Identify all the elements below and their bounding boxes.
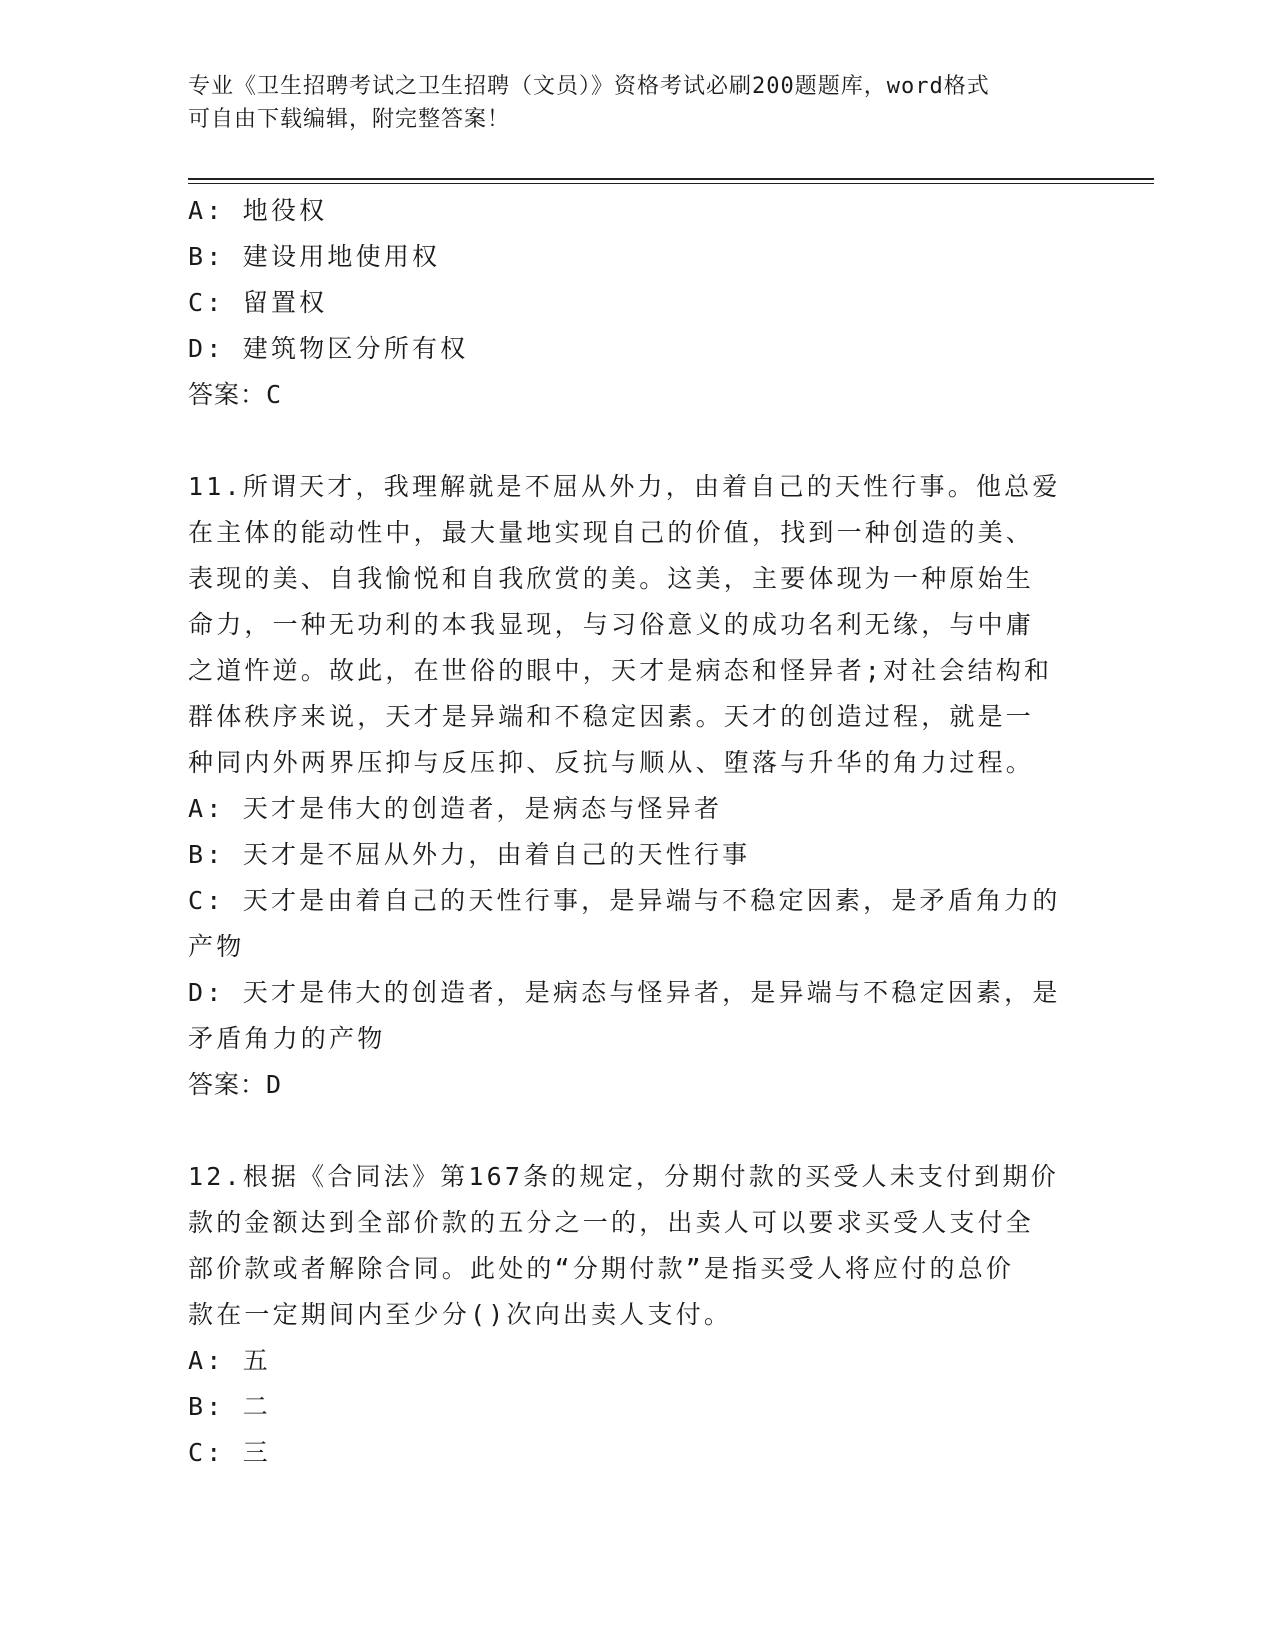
header-line-2: 可自由下载编辑，附完整答案！ bbox=[188, 107, 511, 132]
option-c: C: 留置权 bbox=[188, 288, 328, 317]
option-a: A: 天才是伟大的创造者，是病态与怪异者 bbox=[188, 794, 723, 823]
question-stem-line: 11.所谓天才，我理解就是不屈从外力，由着自己的天性行事。他总爱 bbox=[188, 472, 1061, 501]
question-stem-line: 表现的美、自我愉悦和自我欣赏的美。这美，主要体现为一种原始生 bbox=[188, 564, 1035, 593]
option-a: A: 地役权 bbox=[188, 196, 328, 225]
question-10 bbox=[188, 188, 1088, 418]
question-stem-line: 部价款或者解除合同。此处的“分期付款”是指买受人将应付的总价 bbox=[188, 1254, 1015, 1283]
question-stem-line: 款在一定期间内至少分()次向出卖人支付。 bbox=[188, 1300, 733, 1329]
option-a: A: 五 bbox=[188, 1346, 271, 1375]
question-stem-line: 12.根据《合同法》第167条的规定，分期付款的买受人未支付到期价 bbox=[188, 1162, 1059, 1191]
question-stem-line: 在主体的能动性中，最大量地实现自己的价值，找到一种创造的美、 bbox=[188, 518, 1035, 547]
spacer bbox=[188, 418, 1088, 464]
answer-label: 答案：C bbox=[188, 380, 283, 409]
option-c: C: 天才是由着自己的天性行事，是异端与不稳定因素，是矛盾角力的 bbox=[188, 886, 1061, 915]
question-11 bbox=[188, 464, 1088, 1108]
header-line-1: 专业《卫生招聘考试之卫生招聘（文员）》资格考试必刷200题题库，word格式 bbox=[188, 74, 990, 99]
header-rule-thin bbox=[188, 183, 1154, 184]
option-b: B: 建设用地使用权 bbox=[188, 242, 441, 271]
option-b: B: 二 bbox=[188, 1392, 271, 1421]
option-c-continued: 产物 bbox=[188, 932, 245, 961]
document-header bbox=[188, 70, 1068, 136]
option-c: C: 三 bbox=[188, 1438, 271, 1467]
spacer bbox=[188, 1108, 1088, 1154]
question-stem-line: 群体秩序来说，天才是异端和不稳定因素。天才的创造过程，就是一 bbox=[188, 702, 1035, 731]
option-d: D: 天才是伟大的创造者，是病态与怪异者，是异端与不稳定因素，是 bbox=[188, 978, 1061, 1007]
question-stem-line: 之道忤逆。故此，在世俗的眼中，天才是病态和怪异者;对社会结构和 bbox=[188, 656, 1053, 685]
header-rule-thick bbox=[188, 178, 1154, 180]
question-12 bbox=[188, 1154, 1088, 1476]
question-stem-line: 命力，一种无功利的本我显现，与习俗意义的成功名利无缘，与中庸 bbox=[188, 610, 1035, 639]
question-content bbox=[188, 188, 1088, 1476]
answer-label: 答案：D bbox=[188, 1070, 283, 1099]
question-stem-line: 种同内外两界压抑与反压抑、反抗与顺从、堕落与升华的角力过程。 bbox=[188, 748, 1035, 777]
question-stem-line: 款的金额达到全部价款的五分之一的，出卖人可以要求买受人支付全 bbox=[188, 1208, 1035, 1237]
option-d: D: 建筑物区分所有权 bbox=[188, 334, 469, 363]
option-d-continued: 矛盾角力的产物 bbox=[188, 1024, 386, 1053]
option-b: B: 天才是不屈从外力，由着自己的天性行事 bbox=[188, 840, 751, 869]
